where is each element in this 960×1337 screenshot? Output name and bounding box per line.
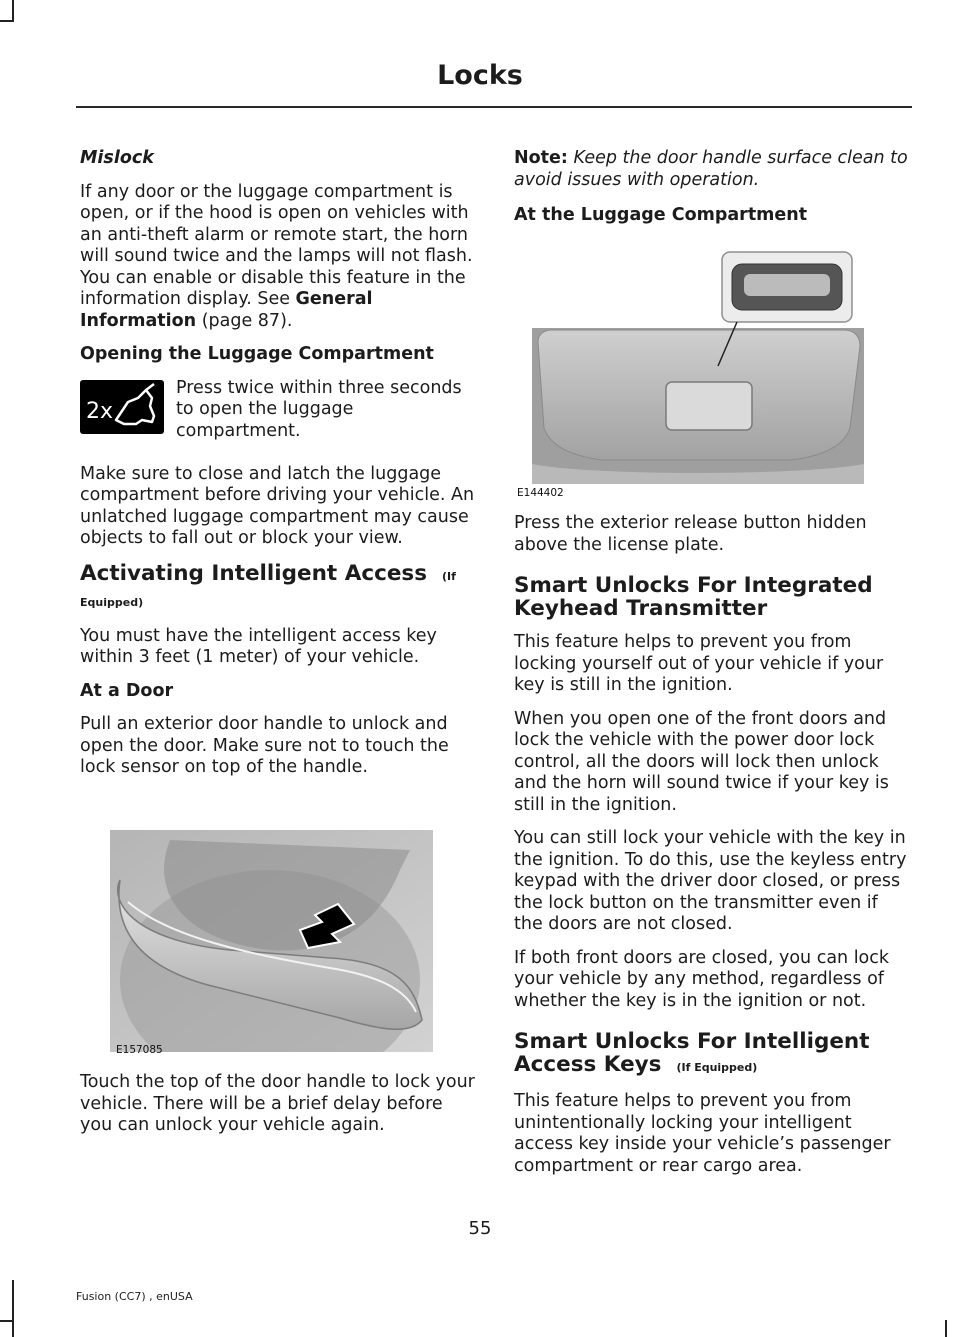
must-have-paragraph: You must have the intelligent access key within 3 feet (1 meter) of your vehicle.: [80, 625, 437, 667]
mislock-page-ref: (page 87).: [196, 310, 293, 331]
opening-heading: Opening the Luggage Compartment: [80, 344, 434, 364]
activating-heading: [80, 562, 476, 614]
figure-label-e144402: E144402: [517, 487, 564, 499]
smart-unlocks-heading: Smart Unlocks For Integrated Keyhead Transmitter: [514, 573, 873, 621]
header-divider: [76, 106, 912, 108]
note-label: Note:: [514, 148, 568, 168]
smart-p1: This feature helps to prevent you from locking yourself out of your vehicle if your key is still in the ignition.: [514, 632, 884, 695]
crop-mark-top-left-v: [12, 0, 14, 22]
page-title: Locks: [437, 60, 523, 91]
trunk-release-icon-box: [80, 380, 164, 434]
icon-2x-text: 2x: [86, 398, 114, 424]
luggage-release-illustration: [532, 250, 864, 484]
pull-paragraph: Pull an exterior door handle to unlock and open the door. Make sure not to touch the lock sensor on top of the handle.: [80, 714, 449, 777]
smart-unlocks-intelligent-heading: [514, 1030, 908, 1079]
press-twice-block: [80, 378, 476, 454]
general-information-link[interactable]: General Information: [80, 289, 373, 331]
crop-mark-bottom-left-h: [0, 1320, 14, 1322]
press-twice-text: Press twice within three seconds to open the luggage compartment.: [176, 377, 462, 441]
smart2-p1: This feature helps to prevent you from unintentionally locking your intelligent access key inside your vehicle’s passenger compartment or rear cargo area.: [514, 1091, 891, 1176]
touch-paragraph: Touch the top of the door handle to lock your vehicle. There will be a brief delay before you can unlock your vehicle again.: [80, 1072, 475, 1135]
smart2-if-equipped: (If Equipped): [676, 1061, 758, 1074]
luggage-release-figure: [532, 250, 864, 484]
activating-heading-text: Activating Intelligent Access: [80, 560, 428, 586]
mislock-paragraph: [80, 182, 476, 333]
footer-meta: Fusion (CC7) , enUSA: [76, 1290, 193, 1303]
trunk-open-icon: [80, 380, 164, 434]
press-exterior-paragraph: Press the exterior release button hidden above the license plate.: [514, 513, 867, 555]
mislock-heading: Mislock: [80, 148, 154, 168]
mislock-text: If any door or the luggage compartment is open, or if the hood is open on vehicles with an anti-theft alarm or remote start, the horn will sound twice and the lamps will not flash. You can enable or disable this feature in the information display. See: [80, 181, 473, 309]
at-door-heading: At a Door: [80, 680, 174, 701]
left-column: [80, 148, 476, 791]
page-number: 55: [468, 1218, 492, 1239]
crop-mark-bottom-right-v: [945, 1320, 947, 1337]
touch-block: [80, 1072, 476, 1149]
note-paragraph: [514, 148, 910, 191]
door-handle-illustration: [110, 830, 433, 1052]
smart2-heading-text: Smart Unlocks For Intelligent Access Keys: [514, 1029, 870, 1077]
right-column-bottom: [514, 513, 908, 1189]
luggage-heading: At the Luggage Compartment: [514, 205, 808, 225]
crop-mark-top-left-h: [0, 20, 14, 22]
door-handle-figure: [110, 830, 433, 1052]
note-text: Keep the door handle surface clean to avoid issues with operation.: [514, 148, 908, 190]
make-sure-paragraph: Make sure to close and latch the luggage compartment before driving your vehicle. An unlatched luggage compartment may cause objects to fall out or block your view.: [80, 463, 475, 548]
smart-p2: When you open one of the front doors and lock the vehicle with the power door lock control, all the doors will lock then unlock and the horn will sound twice if your key is still in the ignition.: [514, 708, 889, 815]
figure-label-e157085: E157085: [116, 1044, 163, 1056]
smart-p4: If both front doors are closed, you can lock your vehicle by any method, regardless of whether the key is in the ignition or not.: [514, 947, 890, 1011]
right-column-top: [514, 148, 910, 239]
smart-p3: You can still lock your vehicle with the key in the ignition. To do this, use the keyless entry keypad with the driver door closed, or press the lock button on the transmitter even if the doors are not closed.: [514, 828, 907, 934]
crop-mark-bottom-left-v: [12, 1280, 14, 1337]
if-equipped-label: (If Equipped): [80, 569, 456, 609]
